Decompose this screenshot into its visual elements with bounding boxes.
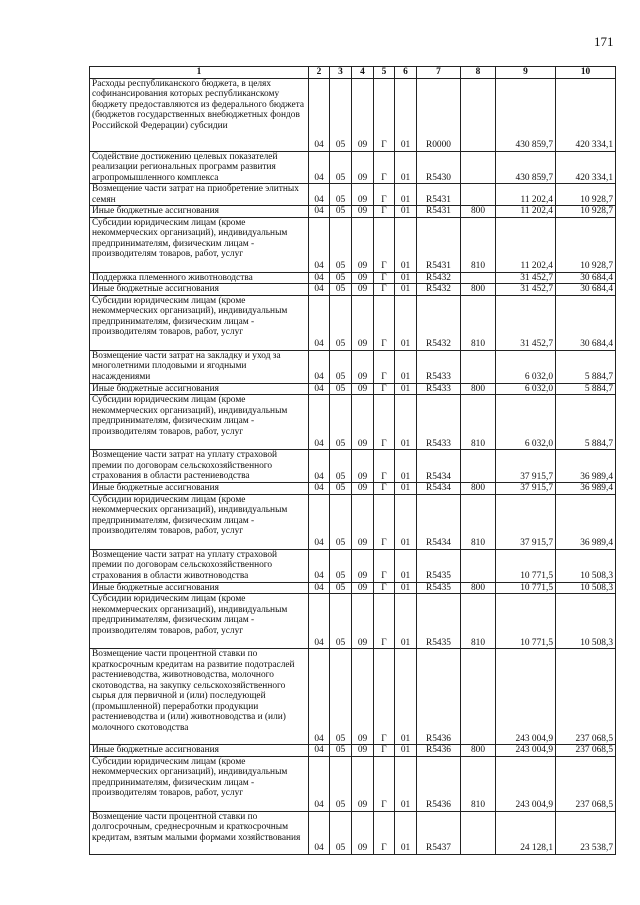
column-header: 6: [395, 67, 417, 79]
section-code: 04: [309, 483, 330, 495]
section-code: 04: [309, 272, 330, 284]
budget-table: [89, 66, 616, 855]
row-description: Поддержка племенного животноводства: [90, 272, 309, 284]
event-code: 01: [395, 395, 417, 450]
subsection-code: 05: [330, 649, 352, 745]
program-code: 09: [352, 594, 374, 649]
event-code: 01: [395, 383, 417, 395]
amount-year-2: 237 068,5: [556, 745, 616, 757]
section-code: 04: [309, 395, 330, 450]
column-header: 4: [352, 67, 374, 79]
amount-year-2: 237 068,5: [556, 649, 616, 745]
row-description: Иные бюджетные ассигнования: [90, 383, 309, 395]
program-code: 09: [352, 450, 374, 483]
event-code: 01: [395, 184, 417, 206]
program-code: 09: [352, 483, 374, 495]
amount-year-1: 243 004,9: [496, 756, 556, 811]
subsection-code: 05: [330, 78, 352, 151]
section-code: 04: [309, 450, 330, 483]
program-code: 09: [352, 184, 374, 206]
program-code: 09: [352, 811, 374, 854]
amount-year-2: 10 928,7: [556, 184, 616, 206]
subprogram-code: Г: [374, 350, 395, 383]
row-description: Возмещение части затрат на закладку и уход за многолетними плодовыми и ягодными насаждениями: [90, 350, 309, 383]
section-code: 04: [309, 594, 330, 649]
subprogram-code: Г: [374, 78, 395, 151]
amount-year-1: 243 004,9: [496, 745, 556, 757]
target-article-code: R5435: [417, 582, 461, 594]
column-header: 5: [374, 67, 395, 79]
target-article-code: R5431: [417, 206, 461, 218]
amount-year-2: 10 508,3: [556, 594, 616, 649]
amount-year-2: 30 684,4: [556, 295, 616, 350]
target-article-code: R5432: [417, 295, 461, 350]
amount-year-1: 243 004,9: [496, 649, 556, 745]
amount-year-1: 430 859,7: [496, 151, 556, 184]
amount-year-1: 11 202,4: [496, 184, 556, 206]
target-article-code: R5433: [417, 395, 461, 450]
expense-type-code: 810: [461, 494, 496, 549]
target-article-code: R5433: [417, 350, 461, 383]
column-header: 9: [496, 67, 556, 79]
column-header: 3: [330, 67, 352, 79]
amount-year-2: 36 989,4: [556, 483, 616, 495]
row-description: Возмещение части процентной ставки по долгосрочным, среднесрочным и краткосрочным кредитам, взятым малыми формами хозяйствования: [90, 811, 309, 854]
amount-year-1: 11 202,4: [496, 217, 556, 272]
amount-year-1: 37 915,7: [496, 450, 556, 483]
subprogram-code: Г: [374, 206, 395, 218]
row-description: Иные бюджетные ассигнования: [90, 582, 309, 594]
section-code: 04: [309, 745, 330, 757]
table-row: [90, 151, 616, 184]
subsection-code: 05: [330, 151, 352, 184]
subprogram-code: Г: [374, 756, 395, 811]
expense-type-code: [461, 549, 496, 582]
target-article-code: R5432: [417, 284, 461, 296]
table-row: [90, 811, 616, 854]
subprogram-code: Г: [374, 395, 395, 450]
subsection-code: 05: [330, 272, 352, 284]
subprogram-code: Г: [374, 450, 395, 483]
amount-year-2: 10 508,3: [556, 582, 616, 594]
expense-type-code: 800: [461, 206, 496, 218]
event-code: 01: [395, 217, 417, 272]
event-code: 01: [395, 756, 417, 811]
expense-type-code: [461, 811, 496, 854]
amount-year-2: 420 334,1: [556, 78, 616, 151]
amount-year-1: 31 452,7: [496, 284, 556, 296]
subsection-code: 05: [330, 284, 352, 296]
section-code: 04: [309, 151, 330, 184]
subprogram-code: Г: [374, 383, 395, 395]
column-header: 10: [556, 67, 616, 79]
table-row: [90, 284, 616, 296]
section-code: 04: [309, 284, 330, 296]
subprogram-code: Г: [374, 217, 395, 272]
target-article-code: R5435: [417, 594, 461, 649]
target-article-code: R5430: [417, 151, 461, 184]
subsection-code: 05: [330, 350, 352, 383]
column-header: 1: [90, 67, 309, 79]
table-row: [90, 184, 616, 206]
amount-year-1: 430 859,7: [496, 78, 556, 151]
program-code: 09: [352, 756, 374, 811]
section-code: 04: [309, 582, 330, 594]
section-code: 04: [309, 383, 330, 395]
event-code: 01: [395, 549, 417, 582]
expense-type-code: 800: [461, 745, 496, 757]
subprogram-code: Г: [374, 184, 395, 206]
table-row: [90, 483, 616, 495]
amount-year-2: 237 068,5: [556, 756, 616, 811]
row-description: Субсидии юридическим лицам (кроме некоммерческих организаций), индивидуальным предпринимателям, физическим лицам - производителям товаров, работ, услуг: [90, 756, 309, 811]
subsection-code: 05: [330, 450, 352, 483]
section-code: 04: [309, 649, 330, 745]
row-description: Субсидии юридическим лицам (кроме некоммерческих организаций), индивидуальным предпринимателям, физическим лицам - производителям товаров, работ, услуг: [90, 594, 309, 649]
table-row: [90, 450, 616, 483]
event-code: 01: [395, 206, 417, 218]
amount-year-2: 30 684,4: [556, 284, 616, 296]
section-code: 04: [309, 756, 330, 811]
section-code: 04: [309, 184, 330, 206]
event-code: 01: [395, 450, 417, 483]
target-article-code: R5434: [417, 494, 461, 549]
target-article-code: R0000: [417, 78, 461, 151]
table-row: [90, 272, 616, 284]
amount-year-1: 6 032,0: [496, 350, 556, 383]
event-code: 01: [395, 284, 417, 296]
table-row: [90, 383, 616, 395]
subsection-code: 05: [330, 582, 352, 594]
program-code: 09: [352, 582, 374, 594]
page-number: 171: [594, 34, 614, 49]
column-header: 7: [417, 67, 461, 79]
expense-type-code: 810: [461, 756, 496, 811]
subprogram-code: Г: [374, 272, 395, 284]
table-row: [90, 295, 616, 350]
row-description: Субсидии юридическим лицам (кроме некоммерческих организаций), индивидуальным предпринимателям, физическим лицам - производителям товаров, работ, услуг: [90, 395, 309, 450]
expense-type-code: [461, 151, 496, 184]
table-row: [90, 549, 616, 582]
amount-year-1: 37 915,7: [496, 483, 556, 495]
amount-year-2: 10 928,7: [556, 217, 616, 272]
subsection-code: 05: [330, 217, 352, 272]
amount-year-2: 420 334,1: [556, 151, 616, 184]
table-row: [90, 494, 616, 549]
table-row: [90, 78, 616, 151]
expense-type-code: 800: [461, 483, 496, 495]
expense-type-code: 800: [461, 383, 496, 395]
target-article-code: R5434: [417, 450, 461, 483]
section-code: 04: [309, 811, 330, 854]
program-code: 09: [352, 549, 374, 582]
table-body: [90, 78, 616, 854]
subsection-code: 05: [330, 756, 352, 811]
expense-type-code: [461, 184, 496, 206]
amount-year-1: 31 452,7: [496, 272, 556, 284]
program-code: 09: [352, 649, 374, 745]
row-description: Возмещение части затрат на приобретение элитных семян: [90, 184, 309, 206]
program-code: 09: [352, 272, 374, 284]
amount-year-2: 36 989,4: [556, 450, 616, 483]
column-header: 2: [309, 67, 330, 79]
expense-type-code: 810: [461, 594, 496, 649]
expense-type-code: 810: [461, 395, 496, 450]
event-code: 01: [395, 350, 417, 383]
event-code: 01: [395, 582, 417, 594]
section-code: 04: [309, 549, 330, 582]
amount-year-1: 6 032,0: [496, 395, 556, 450]
row-description: Возмещение части затрат на уплату страховой премии по договорам сельскохозяйственного страхования в области растениеводства: [90, 450, 309, 483]
target-article-code: R5437: [417, 811, 461, 854]
program-code: 09: [352, 745, 374, 757]
subsection-code: 05: [330, 811, 352, 854]
subsection-code: 05: [330, 383, 352, 395]
amount-year-1: 10 771,5: [496, 594, 556, 649]
subprogram-code: Г: [374, 811, 395, 854]
subprogram-code: Г: [374, 745, 395, 757]
table-row: [90, 594, 616, 649]
target-article-code: R5433: [417, 383, 461, 395]
row-description: Содействие достижению целевых показателей реализации региональных программ развития агропромышленного комплекса: [90, 151, 309, 184]
row-description: Субсидии юридическим лицам (кроме некоммерческих организаций), индивидуальным предпринимателям, физическим лицам - производителям товаров, работ, услуг: [90, 295, 309, 350]
program-code: 09: [352, 494, 374, 549]
target-article-code: R5434: [417, 483, 461, 495]
amount-year-2: 10 928,7: [556, 206, 616, 218]
subprogram-code: Г: [374, 284, 395, 296]
amount-year-2: 23 538,7: [556, 811, 616, 854]
subsection-code: 05: [330, 295, 352, 350]
event-code: 01: [395, 594, 417, 649]
table-row: [90, 582, 616, 594]
row-description: Расходы республиканского бюджета, в целях софинансирования которых республиканскому бюджету предоставляются из федерального бюджета (бюджетов государственных внебюджетных фондов Российской Федерации) субсидии: [90, 78, 309, 151]
subprogram-code: Г: [374, 594, 395, 649]
event-code: 01: [395, 811, 417, 854]
subprogram-code: Г: [374, 549, 395, 582]
program-code: 09: [352, 395, 374, 450]
target-article-code: R5432: [417, 272, 461, 284]
amount-year-1: 31 452,7: [496, 295, 556, 350]
subprogram-code: Г: [374, 494, 395, 549]
subsection-code: 05: [330, 395, 352, 450]
table-row: [90, 745, 616, 757]
target-article-code: R5436: [417, 756, 461, 811]
target-article-code: R5431: [417, 184, 461, 206]
expense-type-code: [461, 272, 496, 284]
row-description: Субсидии юридическим лицам (кроме некоммерческих организаций), индивидуальным предпринимателям, физическим лицам - производителям товаров, работ, услуг: [90, 217, 309, 272]
amount-year-2: 5 884,7: [556, 350, 616, 383]
expense-type-code: 810: [461, 295, 496, 350]
expense-type-code: [461, 350, 496, 383]
section-code: 04: [309, 78, 330, 151]
amount-year-1: 24 128,1: [496, 811, 556, 854]
subsection-code: 05: [330, 206, 352, 218]
subprogram-code: Г: [374, 151, 395, 184]
event-code: 01: [395, 745, 417, 757]
table-row: [90, 350, 616, 383]
expense-type-code: [461, 450, 496, 483]
section-code: 04: [309, 217, 330, 272]
event-code: 01: [395, 272, 417, 284]
event-code: 01: [395, 649, 417, 745]
table-row: [90, 395, 616, 450]
program-code: 09: [352, 206, 374, 218]
expense-type-code: 810: [461, 217, 496, 272]
row-description: Иные бюджетные ассигнования: [90, 745, 309, 757]
table-row: [90, 756, 616, 811]
table-row: [90, 206, 616, 218]
event-code: 01: [395, 78, 417, 151]
target-article-code: R5435: [417, 549, 461, 582]
section-code: 04: [309, 206, 330, 218]
subprogram-code: Г: [374, 295, 395, 350]
subsection-code: 05: [330, 594, 352, 649]
amount-year-1: 6 032,0: [496, 383, 556, 395]
amount-year-2: 10 508,3: [556, 549, 616, 582]
amount-year-1: 10 771,5: [496, 549, 556, 582]
column-header: 8: [461, 67, 496, 79]
expense-type-code: 800: [461, 284, 496, 296]
row-description: Возмещение части процентной ставки по краткосрочным кредитам на развитие подотраслей растениеводства, животноводства, молочного скотоводства, на закупку сельскохозяйственного сырья для первичной и (или) последующей (промышленной) переработки продукции растениеводства и (или) животноводства и (или) молочного скотоводства: [90, 649, 309, 745]
subprogram-code: Г: [374, 649, 395, 745]
amount-year-1: 10 771,5: [496, 582, 556, 594]
section-code: 04: [309, 494, 330, 549]
subsection-code: 05: [330, 483, 352, 495]
program-code: 09: [352, 284, 374, 296]
target-article-code: R5436: [417, 745, 461, 757]
subsection-code: 05: [330, 745, 352, 757]
program-code: 09: [352, 383, 374, 395]
subprogram-code: Г: [374, 582, 395, 594]
event-code: 01: [395, 151, 417, 184]
program-code: 09: [352, 78, 374, 151]
program-code: 09: [352, 295, 374, 350]
event-code: 01: [395, 295, 417, 350]
program-code: 09: [352, 350, 374, 383]
expense-type-code: [461, 649, 496, 745]
program-code: 09: [352, 217, 374, 272]
row-description: Иные бюджетные ассигнования: [90, 206, 309, 218]
expense-type-code: 800: [461, 582, 496, 594]
table-row: [90, 649, 616, 745]
amount-year-2: 5 884,7: [556, 395, 616, 450]
target-article-code: R5431: [417, 217, 461, 272]
amount-year-1: 11 202,4: [496, 206, 556, 218]
row-description: Субсидии юридическим лицам (кроме некоммерческих организаций), индивидуальным предпринимателям, физическим лицам - производителям товаров, работ, услуг: [90, 494, 309, 549]
row-description: Возмещение части затрат на уплату страховой премии по договорам сельскохозяйственного страхования в области животноводства: [90, 549, 309, 582]
amount-year-1: 37 915,7: [496, 494, 556, 549]
target-article-code: R5436: [417, 649, 461, 745]
subsection-code: 05: [330, 549, 352, 582]
section-code: 04: [309, 295, 330, 350]
event-code: 01: [395, 483, 417, 495]
expense-type-code: [461, 78, 496, 151]
subsection-code: 05: [330, 184, 352, 206]
row-description: Иные бюджетные ассигнования: [90, 483, 309, 495]
table-header-row: [90, 67, 616, 79]
row-description: Иные бюджетные ассигнования: [90, 284, 309, 296]
subprogram-code: Г: [374, 483, 395, 495]
amount-year-2: 30 684,4: [556, 272, 616, 284]
section-code: 04: [309, 350, 330, 383]
event-code: 01: [395, 494, 417, 549]
subsection-code: 05: [330, 494, 352, 549]
table-row: [90, 217, 616, 272]
amount-year-2: 36 989,4: [556, 494, 616, 549]
amount-year-2: 5 884,7: [556, 383, 616, 395]
program-code: 09: [352, 151, 374, 184]
